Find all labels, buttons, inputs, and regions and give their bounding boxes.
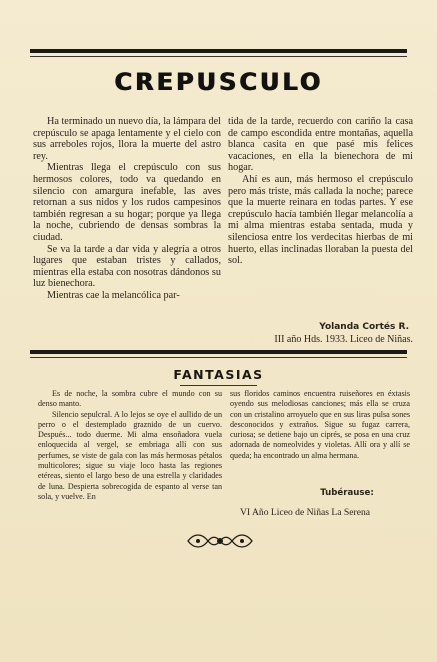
article2-paragraph: Es de noche, la sombra cubre el mundo con su denso manto.	[38, 389, 222, 409]
article1-paragraph: Mientras cae la melancólica par-	[47, 289, 180, 301]
top-thin-rule	[30, 56, 407, 57]
article2-paragraph: Silencio sepulcral. A lo lejos se oye el aullido de un perro o el destemplado graznido de un cuervo. Después... todo duerme. Mi alma ensoñadora vuela enloquecida al vergel, se embriaga allí con sus perfumes, se viste de gala con las más hermosas pétalos multicolores; sigue su viaje loco hasta las regiones etéreas, siento el largo beso de una estrella y claridades de luna. Despierta sobrecogida de espanto al verse tan sola, y vuelve. En	[38, 409, 222, 501]
floral-ornament-icon	[184, 530, 256, 552]
section-thin-rule	[30, 357, 407, 358]
top-thick-rule	[30, 49, 407, 53]
article1-paragraph: Ahí es aun, más hermoso el crepúsculo pero más triste, más callada la noche; parece que la muerte reinara en todas partes. Y ese crepúsculo hacía también llegar melancolía a mi alma mientras estaba sentada, muda y silenciosa entre los verdecitas hierbas de mi huerto, ellas inclinadas lloraban la puesta del sol.	[228, 173, 413, 267]
article-title-crepusculo: CREPUSCULO	[114, 68, 323, 96]
article1-paragraph: Ha terminado un nuevo día, la lámpara del crepúsculo se apaga lentamente y el cielo con sus arreboles rojos, llora la muerte del astro rey.	[33, 116, 221, 162]
section-thick-rule	[30, 350, 407, 354]
article1-paragraph: tida de la tarde, recuerdo con cariño la casa de campo escondida entre montañas, aquella blanca casita en que pasé mis felices vacaciones, en ella la bienechora de mi hogar.	[228, 116, 413, 174]
article1-right-column	[228, 116, 413, 267]
article1-author-school: III año Hds. 1933. Liceo de Niñas.	[274, 334, 413, 345]
article1-paragraph: Mientras llega el crepúsculo con sus hermosos colores, todo va quedando en silencio con amargura inefable, las aves retornan a sus nidos y los rudos campesinos también regresan a su hogar; porque ya llega la noche, cubriendo de densas sombras la ciudad.	[33, 162, 221, 243]
article1-paragraph: Se va la tarde a dar vida y alegría a otros lugares que estaban tristes y callados, mientras ella estaba con nosotras dándonos su luz bienechora.	[33, 243, 221, 290]
article2-right-column	[230, 389, 410, 461]
article2-paragraph: sus floridos caminos encuentra ruiseñores en éxtasis oyendo sus melodiosas canciones; más ella se cruza con un cristalino arroyuelo que en sus liras pulsa sones desconocidos y extraños. Sigue su fugaz carrera, curiosa; se detiene bajo un ciprés, se posa en una cruz adornada de nomeolvides y violetas. Allí ora y allí se queda; ha encontrado un alma hermana.	[230, 389, 410, 460]
title-underline	[180, 385, 257, 386]
article2-author: Tubérause:	[320, 488, 374, 498]
article-title-fantasias: FANTASIAS	[173, 367, 264, 382]
article2-author-school: VI Año Liceo de Niñas La Serena	[240, 507, 371, 518]
article1-author: Yolanda Cortés R.	[319, 322, 409, 332]
article1-left-column	[33, 116, 221, 302]
article2-left-column	[38, 389, 222, 502]
